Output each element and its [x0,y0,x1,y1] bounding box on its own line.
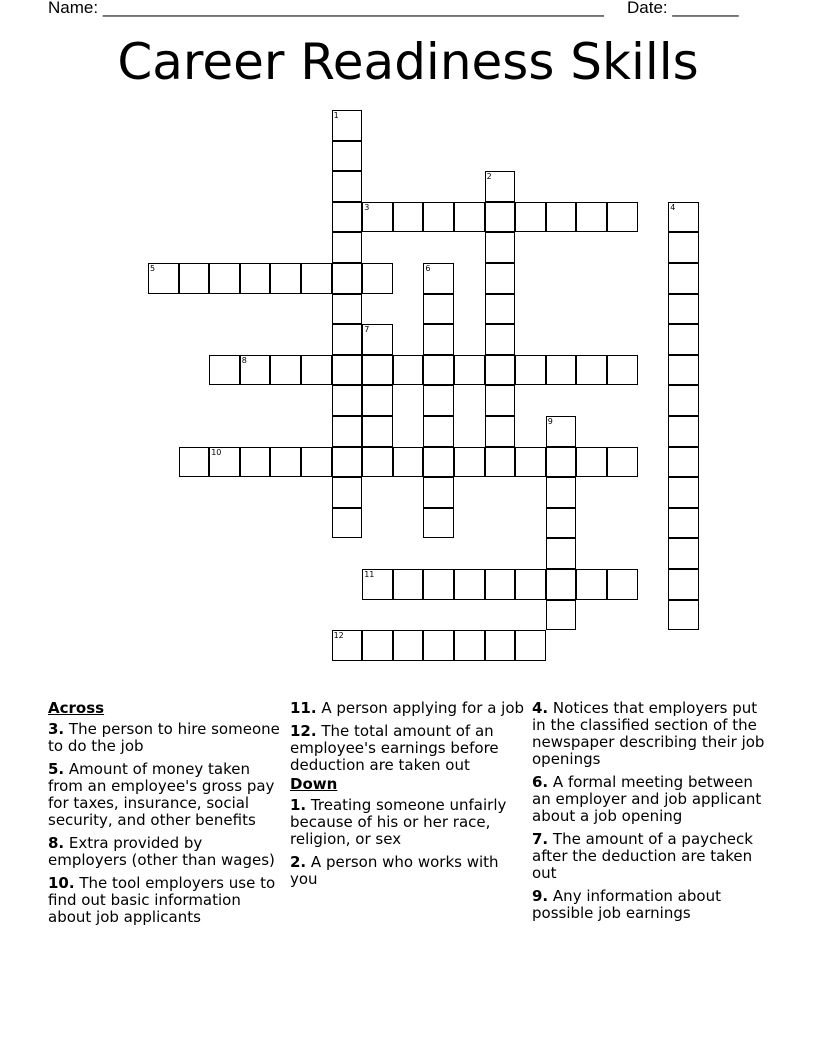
grid-cell[interactable] [485,569,516,600]
grid-cell[interactable] [332,447,363,478]
grid-cell[interactable] [668,447,699,478]
clue-number: 4. [532,699,549,717]
grid-cell[interactable] [423,569,454,600]
grid-cell[interactable] [485,447,516,478]
grid-cell[interactable] [485,171,516,202]
grid-cell[interactable] [270,355,301,386]
grid-cell[interactable] [362,569,393,600]
grid-cell[interactable] [454,569,485,600]
grid-cell[interactable] [332,416,363,447]
grid-cell[interactable] [607,447,638,478]
grid-cell[interactable] [332,171,363,202]
name-label: Name: [48,0,99,17]
clue-number: 8. [48,834,65,852]
grid-cell[interactable] [423,630,454,661]
clue-text: Extra provided by employers (other than wages) [48,834,275,869]
grid-cell[interactable] [576,202,607,233]
cell-number: 4 [670,202,676,212]
grid-cell[interactable] [454,447,485,478]
grid-cell[interactable] [332,508,363,539]
grid-cell[interactable] [423,477,454,508]
clue-down-4 [532,700,768,768]
grid-cell[interactable] [485,630,516,661]
clue-text: A person who works with you [290,853,499,888]
grid-cell[interactable] [393,630,424,661]
clue-across-5 [48,761,284,829]
clue-down-2 [290,854,526,888]
grid-cell[interactable] [515,630,546,661]
clue-text: The person to hire someone to do the job [48,720,280,755]
cell-number: 8 [241,355,247,365]
grid-cell[interactable] [668,385,699,416]
grid-cell[interactable] [485,385,516,416]
grid-cell[interactable] [668,477,699,508]
clue-across-3 [48,721,284,755]
grid-cell[interactable] [362,324,393,355]
down-heading: Down [290,775,338,793]
cell-number: 9 [547,417,553,426]
grid-cell[interactable] [607,355,638,386]
grid-cell[interactable] [485,355,516,386]
grid-cell[interactable] [362,385,393,416]
grid-cell[interactable] [148,263,179,294]
page-title: Career Readiness Skills [117,33,699,91]
grid-cell[interactable] [423,263,454,294]
grid-cell[interactable] [576,447,607,478]
clue-number: 9. [532,887,549,905]
clue-text: Amount of money taken from an employee's gross pay for taxes, insurance, social security, and other benefits [48,760,275,829]
clue-column-1 [48,700,284,932]
grid-cell[interactable] [270,447,301,478]
grid-cell[interactable] [332,202,363,233]
grid-cell[interactable] [668,324,699,355]
grid-cell[interactable] [393,569,424,600]
cell-number: 2 [486,172,492,182]
grid-cell[interactable] [546,477,577,508]
cell-number: 5 [150,264,156,273]
grid-cell[interactable] [546,355,577,386]
grid-cell[interactable] [546,447,577,478]
clue-column-2 [290,700,526,894]
grid-cell[interactable] [179,447,210,478]
clue-across-8 [48,835,284,869]
grid-cell[interactable] [485,324,516,355]
grid-cell[interactable] [668,600,699,631]
grid-cell[interactable] [576,355,607,386]
grid-cell[interactable] [393,447,424,478]
cell-number: 3 [364,202,370,212]
grid-cell[interactable] [332,232,363,263]
grid-cell[interactable] [362,263,393,294]
clue-text: A person applying for a job [321,699,525,717]
grid-cell[interactable] [423,385,454,416]
clue-down-1 [290,797,526,848]
grid-cell[interactable] [393,355,424,386]
grid-cell[interactable] [362,630,393,661]
clue-down-6 [532,774,768,825]
date-blank[interactable]: _______ [672,0,739,17]
grid-cell[interactable] [515,202,546,233]
grid-cell[interactable] [332,355,363,386]
date-label: Date: [627,0,668,17]
grid-cell[interactable] [423,324,454,355]
grid-cell[interactable] [332,477,363,508]
clue-number: 2. [290,853,307,871]
grid-cell[interactable] [423,416,454,447]
grid-cell[interactable] [515,569,546,600]
grid-cell[interactable] [393,202,424,233]
grid-cell[interactable] [301,355,332,386]
grid-cell[interactable] [423,294,454,325]
grid-cell[interactable] [332,110,363,141]
grid-cell[interactable] [362,416,393,447]
grid-cell[interactable] [362,447,393,478]
grid-cell[interactable] [668,232,699,263]
grid-cell[interactable] [668,202,699,233]
grid-cell[interactable] [332,630,363,661]
clue-text: The amount of a paycheck after the deduction are taken out [532,830,753,882]
clue-across-12 [290,723,526,774]
grid-cell[interactable] [454,630,485,661]
cell-number: 6 [425,264,431,273]
grid-cell[interactable] [240,447,271,478]
grid-cell[interactable] [668,355,699,386]
cell-number: 1 [333,111,339,120]
grid-cell[interactable] [546,416,577,447]
name-blank[interactable]: _____________________________________________________ [102,0,604,17]
grid-cell[interactable] [607,569,638,600]
grid-cell[interactable] [485,263,516,294]
grid-cell[interactable] [362,355,393,386]
clue-text: A formal meeting between an employer and job applicant about a job opening [532,773,762,825]
grid-cell[interactable] [423,447,454,478]
grid-cell[interactable] [332,263,363,294]
grid-cell[interactable] [423,202,454,233]
grid-cell[interactable] [485,232,516,263]
clue-text: Any information about possible job earnings [532,887,721,922]
clue-number: 1. [290,796,307,814]
grid-cell[interactable] [209,447,240,478]
grid-cell[interactable] [668,538,699,569]
grid-cell[interactable] [668,508,699,539]
grid-cell[interactable] [546,600,577,631]
clue-number: 6. [532,773,549,791]
grid-cell[interactable] [209,355,240,386]
grid-cell[interactable] [209,263,240,294]
grid-cell[interactable] [332,294,363,325]
grid-cell[interactable] [301,263,332,294]
grid-cell[interactable] [607,202,638,233]
grid-cell[interactable] [485,294,516,325]
clue-across-11 [290,700,526,717]
clue-text: Notices that employers put in the classified section of the newspaper describing their job openings [532,699,765,768]
grid-cell[interactable] [668,569,699,600]
clue-number: 11. [290,699,317,717]
clue-text: The total amount of an employee's earnings before deduction are taken out [290,722,499,774]
clue-number: 3. [48,720,65,738]
grid-cell[interactable] [240,355,271,386]
clue-across-10 [48,875,284,926]
clue-column-3 [532,700,768,928]
grid-cell[interactable] [301,447,332,478]
grid-cell[interactable] [485,202,516,233]
grid-cell[interactable] [270,263,301,294]
grid-cell[interactable] [240,263,271,294]
clue-number: 5. [48,760,65,778]
grid-cell[interactable] [546,538,577,569]
grid-cell[interactable] [515,355,546,386]
grid-cell[interactable] [668,416,699,447]
grid-cell[interactable] [332,141,363,172]
cell-number: 7 [364,325,370,335]
grid-cell[interactable] [454,202,485,233]
grid-cell[interactable] [485,416,516,447]
grid-cell[interactable] [668,263,699,294]
clue-down-7 [532,831,768,882]
grid-cell[interactable] [332,385,363,416]
grid-cell[interactable] [362,202,393,233]
grid-cell[interactable] [515,447,546,478]
grid-cell[interactable] [576,569,607,600]
grid-cell[interactable] [423,508,454,539]
clue-number: 7. [532,830,549,848]
clue-number: 12. [290,722,317,740]
grid-cell[interactable] [546,508,577,539]
clue-text: The tool employers use to find out basic information about job applicants [48,874,276,926]
grid-cell[interactable] [668,294,699,325]
clue-number: 10. [48,874,75,892]
grid-cell[interactable] [454,355,485,386]
grid-cell[interactable] [546,569,577,600]
grid-cell[interactable] [546,202,577,233]
grid-cell[interactable] [332,324,363,355]
cell-number: 12 [333,631,344,641]
cell-number: 10 [211,447,222,457]
clue-text: Treating someone unfairly because of his or her race, religion, or sex [290,796,507,848]
cell-number: 11 [364,570,375,579]
across-heading: Across [48,699,105,717]
grid-cell[interactable] [179,263,210,294]
grid-cell[interactable] [423,355,454,386]
clue-down-9 [532,888,768,922]
